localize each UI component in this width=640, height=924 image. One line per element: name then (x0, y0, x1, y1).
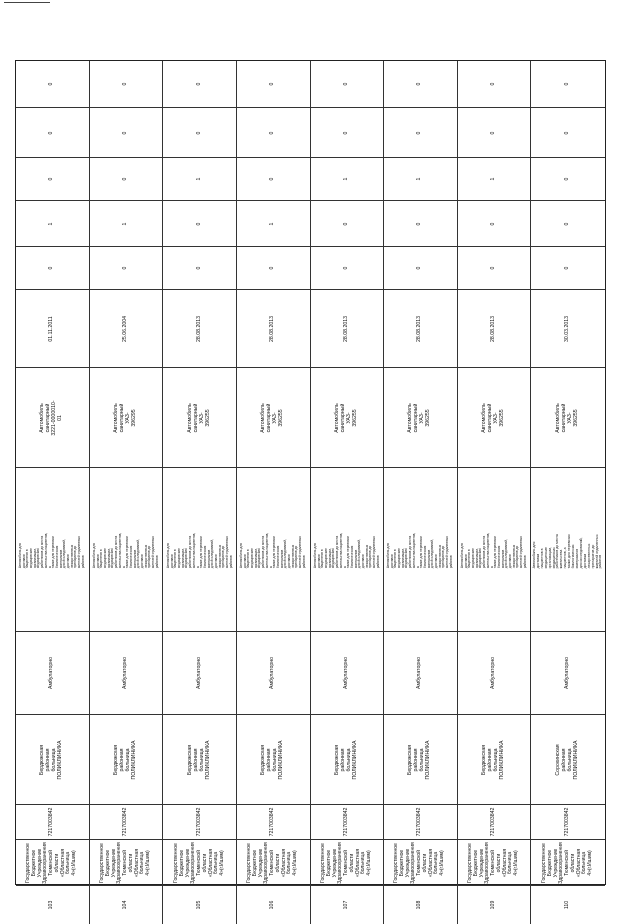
type-text: Амбулаторно (416, 657, 423, 689)
cell-c4-row-109 (458, 108, 532, 158)
inn-text: 7217003842 (342, 807, 349, 837)
cell-c1-row-108 (384, 247, 458, 290)
cell-vehicle-row-106 (237, 368, 311, 468)
cell-c4-row-106 (237, 108, 311, 158)
c1-text: 0 (269, 266, 276, 270)
cell-dept-row-107 (311, 715, 385, 805)
desc-text: Автомобиль для доставки пациентов в медицинские организации, медицинских работников до места жительства пациентов, а также для перевозки биологических материалов для исследований, доставки лекарственных препаратов до жителей отдаленных районов (312, 532, 380, 568)
cell-vehicle-row-104 (90, 368, 164, 468)
cell-date-row-109 (458, 290, 532, 368)
c5-text: 0 (342, 82, 349, 86)
cell-org-row-106 (237, 840, 311, 886)
c2-text: 0 (564, 222, 571, 225)
cell-org-row-103 (16, 840, 90, 886)
type-text: Амбулаторно (48, 657, 55, 689)
org-text: Государственное Бюджетное Учреждение Здравоохранения Тюменской области «Областная больница 4»(г.Ишим) (99, 841, 152, 884)
inn-text: 7217003842 (490, 807, 497, 837)
cell-type-row-103 (16, 632, 90, 715)
c1-text: 0 (416, 266, 423, 270)
c5-text: 0 (121, 82, 128, 86)
cell-date-row-108 (384, 290, 458, 368)
dept-text: Бердюжская районная больница ПОЛИКЛИНИКА (407, 740, 432, 779)
num-text: 108 (416, 900, 423, 910)
cell-type-row-107 (311, 632, 385, 715)
type-text: Амбулаторно (564, 657, 571, 689)
date-text: 28.08.2013 (342, 315, 349, 342)
desc-text: Автомобиль для доставки пациентов в медицинские организации, медицинских работников до места жительства пациентов, а также для перевозки биологических материалов для исследований, доставки лекарственных препаратов до жителей отдаленных районов (459, 532, 527, 568)
c3-text: 0 (121, 177, 128, 181)
inn-text: 7217003842 (564, 807, 571, 837)
cell-c1-row-110 (531, 247, 605, 290)
date-text: 28.08.2013 (490, 315, 497, 342)
num-text: 103 (48, 900, 55, 910)
cell-vehicle-row-109 (458, 368, 532, 468)
cell-c5-row-109 (458, 61, 532, 108)
cell-num-row-103 (16, 886, 90, 924)
cell-c2-row-103 (16, 201, 90, 247)
cell-type-row-105 (163, 632, 237, 715)
c1-text: 0 (564, 266, 571, 270)
cell-inn-row-110 (531, 805, 605, 840)
org-text: Государственное Бюджетное Учреждение Здравоохранения Тюменской области «Областная больница 4»(г.Ишим) (541, 841, 594, 884)
cell-c3-row-110 (531, 158, 605, 201)
cell-dept-row-104 (90, 715, 164, 805)
cell-inn-row-106 (237, 805, 311, 840)
cell-c2-row-110 (531, 201, 605, 247)
cell-num-row-110 (531, 886, 605, 924)
cell-num-row-109 (458, 886, 532, 924)
cell-c1-row-104 (90, 247, 164, 290)
cell-c4-row-107 (311, 108, 385, 158)
c4-text: 0 (490, 131, 497, 134)
vehicle-text: Автомобиль санитарный 3221-0000010-01 (39, 399, 64, 436)
c2-text: 0 (342, 222, 349, 225)
cell-dept-row-105 (163, 715, 237, 805)
cell-inn-row-108 (384, 805, 458, 840)
cell-desc-row-105 (163, 468, 237, 632)
cell-c1-row-105 (163, 247, 237, 290)
vehicle-text: Автомобиль санитарный УАЗ- 396255 (555, 402, 580, 433)
c2-text: 1 (48, 222, 55, 225)
cell-inn-row-109 (458, 805, 532, 840)
cell-org-row-108 (384, 840, 458, 886)
vehicle-text: Автомобиль санитарный УАЗ- 396255 (260, 402, 285, 433)
cell-c3-row-109 (458, 158, 532, 201)
cell-type-row-110 (531, 632, 605, 715)
cell-inn-row-104 (90, 805, 164, 840)
c3-text: 1 (342, 177, 349, 181)
cell-c4-row-104 (90, 108, 164, 158)
num-text: 110 (564, 900, 571, 910)
c2-text: 0 (416, 222, 423, 225)
type-text: Амбулаторно (195, 657, 202, 689)
desc-text: Автомобиль для доставки пациентов в медицинские организации, медицинских работников до места жительства пациентов, а также для перевозки биологических материалов для исследований, доставки лекарственных препаратов до жителей отдаленных районов (239, 532, 306, 568)
c4-text: 0 (121, 131, 128, 134)
cell-c3-row-104 (90, 158, 164, 201)
date-text: 28.08.2013 (269, 315, 276, 342)
c2-text: 0 (195, 222, 202, 225)
c3-text: 0 (564, 177, 571, 181)
cell-inn-row-103 (16, 805, 90, 840)
cell-org-row-104 (90, 840, 164, 886)
type-text: Амбулаторно (121, 657, 128, 689)
type-text: Амбулаторно (490, 657, 497, 689)
c5-text: 0 (490, 82, 497, 86)
cell-c5-row-104 (90, 61, 164, 108)
cell-num-row-108 (384, 886, 458, 924)
cell-dept-row-106 (237, 715, 311, 805)
c3-text: 0 (269, 177, 276, 181)
cell-vehicle-row-108 (384, 368, 458, 468)
c4-text: 0 (416, 131, 423, 134)
dept-text: Бердюжская районная больница ПОЛИКЛИНИКА (481, 740, 506, 779)
inn-text: 7217003842 (195, 807, 202, 837)
date-text: 01.11.2011 (48, 315, 55, 342)
desc-text: Автомобиль для доставки пациентов в медицинские организации, медицинских работников до места жительства пациентов, а также для перевозки биологических материалов для исследований, доставки лекарственных препаратов до жителей отдаленных районов (91, 532, 159, 568)
cell-inn-row-105 (163, 805, 237, 840)
cell-desc-row-110 (531, 468, 605, 632)
num-text: 109 (490, 900, 497, 910)
org-text: Государственное Бюджетное Учреждение Здравоохранения Тюменской области «Областная больница 4»(г.Ишим) (246, 841, 299, 884)
org-text: Государственное Бюджетное Учреждение Здравоохранения Тюменской области «Областная больница 4»(г.Ишим) (467, 841, 520, 884)
cell-vehicle-row-105 (163, 368, 237, 468)
cell-c5-row-105 (163, 61, 237, 108)
cell-c3-row-107 (311, 158, 385, 201)
c1-text: 0 (121, 266, 128, 270)
c5-text: 0 (269, 82, 276, 86)
org-text: Государственное Бюджетное Учреждение Здравоохранения Тюменской области «Областная больница 4»(г.Ишим) (393, 841, 446, 884)
cell-desc-row-106 (237, 468, 311, 632)
c3-text: 1 (416, 177, 423, 181)
inn-text: 7217003842 (416, 807, 423, 837)
cell-desc-row-103 (16, 468, 90, 632)
org-text: Государственное Бюджетное Учреждение Здравоохранения Тюменской области «Областная больница 4»(г.Ишим) (25, 841, 78, 884)
cell-type-row-104 (90, 632, 164, 715)
c2-text: 1 (269, 222, 276, 225)
date-text: 28.08.2013 (416, 315, 423, 342)
cell-c3-row-103 (16, 158, 90, 201)
cell-c5-row-108 (384, 61, 458, 108)
vehicle-register-table (15, 60, 606, 910)
inn-text: 7217003842 (48, 807, 55, 837)
c2-text: 1 (121, 222, 128, 225)
cell-date-row-110 (531, 290, 605, 368)
desc-text: Автомобиль для доставки пациентов в медицинские организации, медицинских работников до места жительства пациентов, а также для перевозки биологических материалов для исследований, доставки лекарственных препаратов до жителей отдаленных районов (18, 532, 85, 568)
cell-org-row-110 (531, 840, 605, 886)
c4-text: 0 (564, 131, 571, 134)
c5-text: 0 (195, 82, 202, 86)
cell-num-row-107 (311, 886, 385, 924)
top-edge-line (4, 2, 50, 3)
cell-date-row-104 (90, 290, 164, 368)
c1-text: 0 (195, 266, 202, 270)
cell-date-row-107 (311, 290, 385, 368)
date-text: 25.06.2004 (121, 315, 128, 342)
cell-dept-row-110 (531, 715, 605, 805)
cell-c3-row-108 (384, 158, 458, 201)
dept-text: Бердюжская районная больница ПОЛИКЛИНИКА (39, 740, 64, 779)
inn-text: 7217003842 (121, 807, 128, 837)
cell-dept-row-103 (16, 715, 90, 805)
cell-c5-row-110 (531, 61, 605, 108)
desc-text: Автомобиль для доставки пациентов в медицинские организации, медицинских работников до места жительства пациентов, а также для перевозки биологических материалов для исследований, доставки лекарственных препаратов до жителей отдаленных районов (165, 532, 233, 568)
cell-date-row-105 (163, 290, 237, 368)
desc-text: Автомобиль для доставки пациентов в медицинские организации, медицинских работников до места жительства пациентов, а также для перевозки биологических материалов для исследований, доставки лекарственных препаратов до жителей отдаленных районов (386, 532, 453, 568)
cell-date-row-103 (16, 290, 90, 368)
cell-date-row-106 (237, 290, 311, 368)
num-text: 104 (121, 900, 128, 910)
cell-desc-row-104 (90, 468, 164, 632)
c4-text: 0 (269, 131, 276, 134)
cell-type-row-109 (458, 632, 532, 715)
org-text: Государственное Бюджетное Учреждение Здравоохранения Тюменской области «Областная больница 4»(г.Ишим) (172, 841, 225, 884)
cell-c1-row-107 (311, 247, 385, 290)
vehicle-text: Автомобиль санитарный УАЗ- 396255 (407, 402, 432, 433)
vehicle-text: Автомобиль санитарный УАЗ- 396295 (113, 402, 137, 433)
cell-c5-row-107 (311, 61, 385, 108)
cell-vehicle-row-103 (16, 368, 90, 468)
cell-org-row-109 (458, 840, 532, 886)
cell-num-row-104 (90, 886, 164, 924)
vehicle-text: Автомобиль санитарный УАЗ- 396255 (481, 402, 506, 433)
c3-text: 0 (48, 177, 55, 181)
c4-text: 0 (342, 131, 349, 134)
cell-c4-row-108 (384, 108, 458, 158)
cell-c1-row-106 (237, 247, 311, 290)
cell-c2-row-104 (90, 201, 164, 247)
num-text: 105 (195, 900, 202, 910)
num-text: 107 (342, 900, 349, 910)
c5-text: 0 (48, 82, 55, 86)
dept-text: Бердюжская районная больница ПОЛИКЛИНИКА (333, 740, 358, 779)
type-text: Амбулаторно (269, 657, 276, 689)
cell-num-row-105 (163, 886, 237, 924)
c3-text: 1 (195, 177, 202, 181)
cell-c5-row-106 (237, 61, 311, 108)
c1-text: 0 (342, 266, 349, 270)
cell-desc-row-108 (384, 468, 458, 632)
c4-text: 0 (48, 131, 55, 134)
inn-text: 7217003842 (269, 807, 276, 837)
c3-text: 1 (490, 177, 497, 181)
dept-text: Бердюжская районная больница ПОЛИКЛИНИКА (113, 740, 137, 779)
dept-text: Бердюжская районная больница ПОЛИКЛИНИКА (186, 740, 211, 779)
cell-vehicle-row-110 (531, 368, 605, 468)
org-text: Государственное Бюджетное Учреждение Здравоохранения Тюменской области «Областная больница 4»(г.Ишим) (319, 841, 372, 884)
cell-c5-row-103 (16, 61, 90, 108)
c5-text: 0 (564, 82, 571, 86)
c1-text: 0 (490, 266, 497, 270)
dept-text: Бердюжская районная больница ПОЛИКЛИНИКА (260, 740, 285, 779)
cell-org-row-105 (163, 840, 237, 886)
type-text: Амбулаторно (342, 657, 349, 689)
cell-c3-row-105 (163, 158, 237, 201)
cell-num-row-106 (237, 886, 311, 924)
cell-desc-row-109 (458, 468, 532, 632)
date-text: 30.03.2013 (564, 315, 571, 342)
cell-dept-row-108 (384, 715, 458, 805)
cell-vehicle-row-107 (311, 368, 385, 468)
cell-c4-row-110 (531, 108, 605, 158)
vehicle-text: Автомобиль санитарный УАЗ- 396255 (186, 402, 211, 433)
vehicle-text: Автомобиль санитарный УАЗ- 396255 (333, 402, 358, 433)
cell-dept-row-109 (458, 715, 532, 805)
cell-org-row-107 (311, 840, 385, 886)
date-text: 28.08.2013 (195, 315, 202, 342)
cell-c2-row-109 (458, 201, 532, 247)
cell-c4-row-105 (163, 108, 237, 158)
cell-c2-row-106 (237, 201, 311, 247)
cell-inn-row-107 (311, 805, 385, 840)
cell-c2-row-107 (311, 201, 385, 247)
desc-text: Автомобиль для доставки пациентов в медицинские организации, медицинских работников до места жительства пациентов, а также для перевозки биологических материалов для исследований, доставки лекарственных препаратов до жителей отдаленных районов (532, 533, 603, 568)
cell-c4-row-103 (16, 108, 90, 158)
dept-text: Сорокинская районная больница ПОЛИКЛИНИКА (555, 740, 580, 779)
c1-text: 0 (48, 266, 55, 270)
cell-type-row-106 (237, 632, 311, 715)
cell-c3-row-106 (237, 158, 311, 201)
c5-text: 0 (416, 82, 423, 86)
cell-c1-row-109 (458, 247, 532, 290)
cell-c1-row-103 (16, 247, 90, 290)
c2-text: 0 (490, 222, 497, 225)
num-text: 106 (269, 900, 276, 910)
cell-c2-row-105 (163, 201, 237, 247)
cell-desc-row-107 (311, 468, 385, 632)
cell-type-row-108 (384, 632, 458, 715)
cell-c2-row-108 (384, 201, 458, 247)
c4-text: 0 (195, 131, 202, 134)
